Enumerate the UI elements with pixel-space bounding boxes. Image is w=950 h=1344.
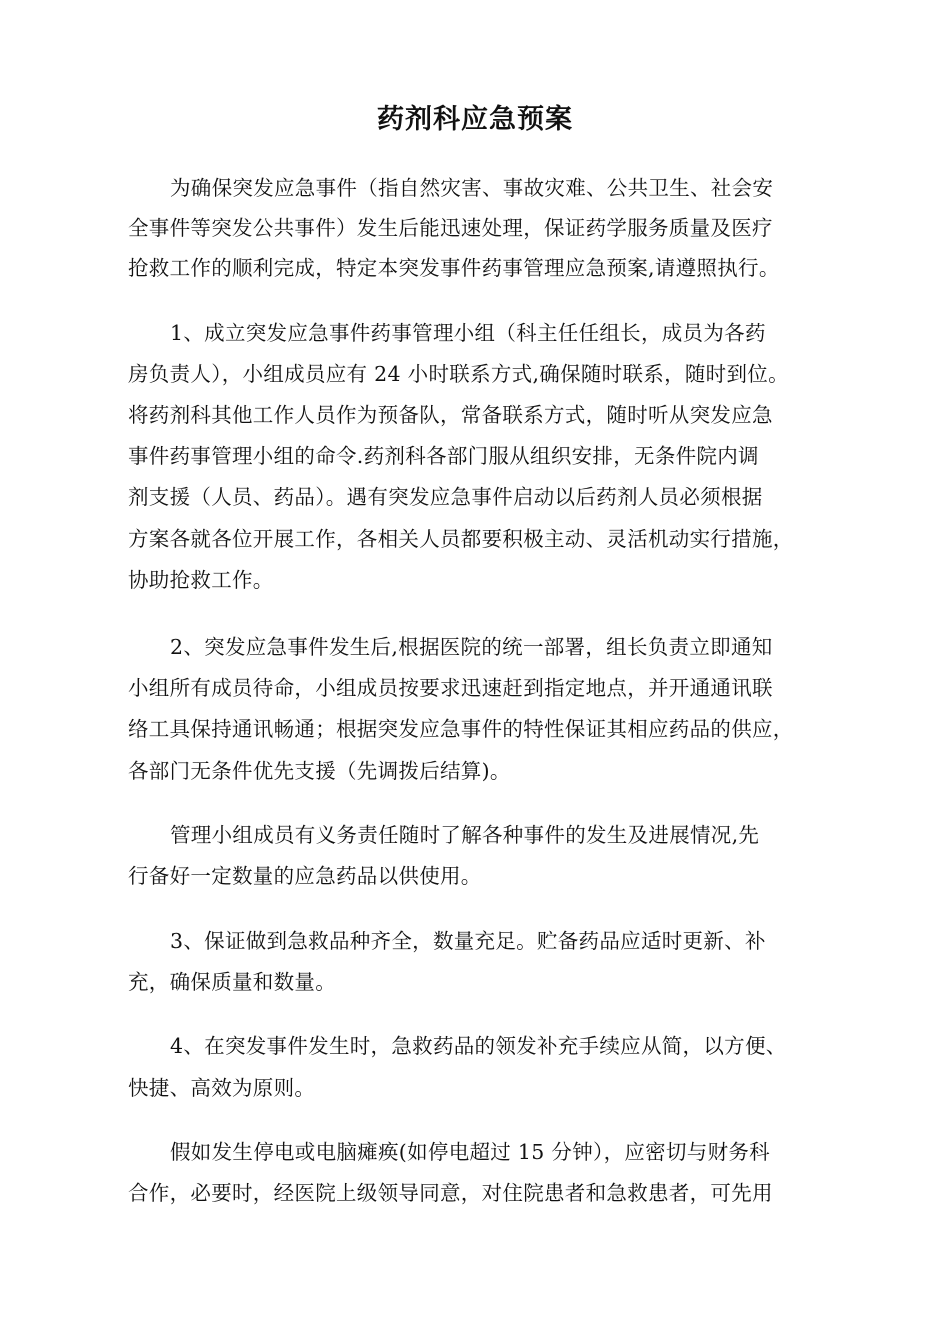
paragraph-2-line-5: 剂支援（人员、药品）。遇有突发应急事件启动以后药剂人员必须根据	[128, 485, 763, 509]
paragraph-7-line-1: 假如发生停电或电脑瘫痪(如停电超过 15 分钟），应密切与财务科	[170, 1140, 770, 1164]
paragraph-3-line-4: 各部门无条件优先支援（先调拨后结算)。	[128, 759, 511, 783]
paragraph-3-line-2: 小组所有成员待命，小组成员按要求迅速赶到指定地点，并开通通讯联	[128, 676, 773, 700]
paragraph-2-line-2: 房负责人），小组成员应有 24 小时联系方式,确保随时联系，随时到位。	[128, 362, 789, 386]
paragraph-7-line-2: 合作，必要时，经医院上级领导同意，对住院患者和急救患者，可先用	[128, 1181, 773, 1205]
document-title: 药剂科应急预案	[377, 104, 573, 135]
paragraph-3-line-1: 2、突发应急事件发生后,根据医院的统一部署，组长负责立即通知	[170, 635, 773, 659]
paragraph-3-line-3: 络工具保持通讯畅通；根据突发应急事件的特性保证其相应药品的供应，	[128, 717, 794, 741]
paragraph-1-line-3: 抢救工作的顺利完成，特定本突发事件药事管理应急预案,请遵照执行。	[128, 256, 780, 280]
paragraph-4-line-2: 行备好一定数量的应急药品以供使用。	[128, 864, 482, 888]
paragraph-2-line-6: 方案各就各位开展工作，各相关人员都要积极主动、灵活机动实行措施，	[128, 527, 794, 551]
paragraph-1-line-1: 为确保突发应急事件（指自然灾害、事故灾难、公共卫生、社会安	[170, 176, 774, 200]
paragraph-2-line-4: 事件药事管理小组的命令.药剂科各部门服从组织安排，无条件院内调	[128, 444, 759, 468]
paragraph-4-line-1: 管理小组成员有义务责任随时了解各种事件的发生及进展情况,先	[170, 823, 760, 847]
paragraph-6-line-2: 快捷、高效为原则。	[128, 1076, 316, 1100]
paragraph-2-line-3: 将药剂科其他工作人员作为预备队，常备联系方式，随时听从突发应急	[128, 403, 773, 427]
paragraph-1-line-2: 全事件等突发公共事件）发生后能迅速处理，保证药学服务质量及医疗	[128, 216, 773, 240]
paragraph-5-line-1: 3、保证做到急救品种齐全，数量充足。贮备药品应适时更新、补	[170, 929, 766, 953]
paragraph-5-line-2: 充，确保质量和数量。	[128, 970, 336, 994]
paragraph-6-line-1: 4、在突发事件发生时，急救药品的领发补充手续应从简，以方便、	[170, 1034, 787, 1058]
paragraph-2-line-7: 协助抢救工作。	[128, 568, 274, 592]
paragraph-2-line-1: 1、成立突发应急事件药事管理小组（科主任任组长，成员为各药	[170, 321, 766, 345]
